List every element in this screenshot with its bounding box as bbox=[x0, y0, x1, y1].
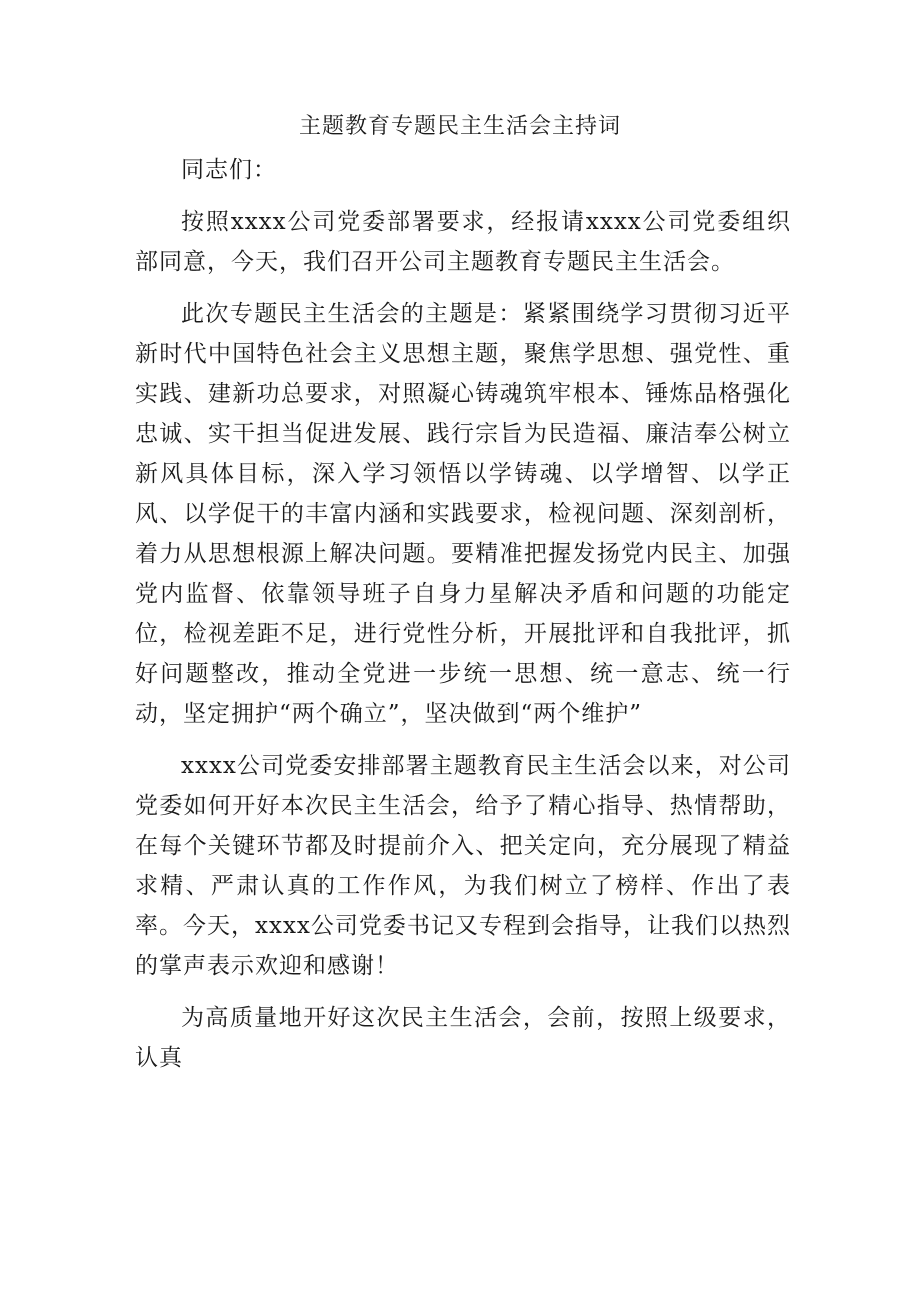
paragraph-opening: 按照xxxx公司党委部署要求，经报请xxxx公司党委组织部同意，今天，我们召开公司主题教育专题民主生活会。 bbox=[135, 209, 791, 275]
document-title: 主题教育专题民主生活会主持词 bbox=[298, 114, 621, 139]
document-body bbox=[135, 150, 791, 1078]
paragraph-salutation: 同志们： bbox=[181, 157, 277, 183]
paragraph-theme: 此次专题民主生活会的主题是：紧紧围绕学习贯彻习近平新时代中国特色社会主义思想主题，聚焦学思想、强党性、重实践、建新功总要求，对照凝心铸魂筑牢根本、锤炼品格强化忠诚、实干担当促进发展、践行宗旨为民造福、廉洁奉公树立新风具体目标，深入学习领悟以学铸魂、以学增智、以学正风、以学促干的丰富内涵和实践要求，检视问题、深刻剖析，着力从思想根源上解决问题。要精准把握发扬党内民主、加强党内监督、依靠领导班子自身力星解决矛盾和问题的功能定位，检视差距不足，进行党性分析，开展批评和自我批评，抓好问题整改，推动全党进一步统一思想、统一意志、统一行动，坚定拥护“两个确立”，坚决做到“两个维护” bbox=[135, 301, 791, 727]
paragraph-guidance: xxxx公司党委安排部署主题教育民主生活会以来，对公司党委如何开好本次民主生活会，给予了精心指导、热情帮助，在每个关键环节都及时提前介入、把关定向，充分展现了精益求精、严肃认真的工作作风，为我们树立了榜样、作出了表率。今天，xxxx公司党委书记又专程到会指导，让我们以热烈的掌声表示欢迎和感谢！ bbox=[135, 753, 791, 979]
paragraph-preparation: 为高质量地开好这次民主生活会，会前，按照上级要求，认真 bbox=[135, 1005, 791, 1071]
